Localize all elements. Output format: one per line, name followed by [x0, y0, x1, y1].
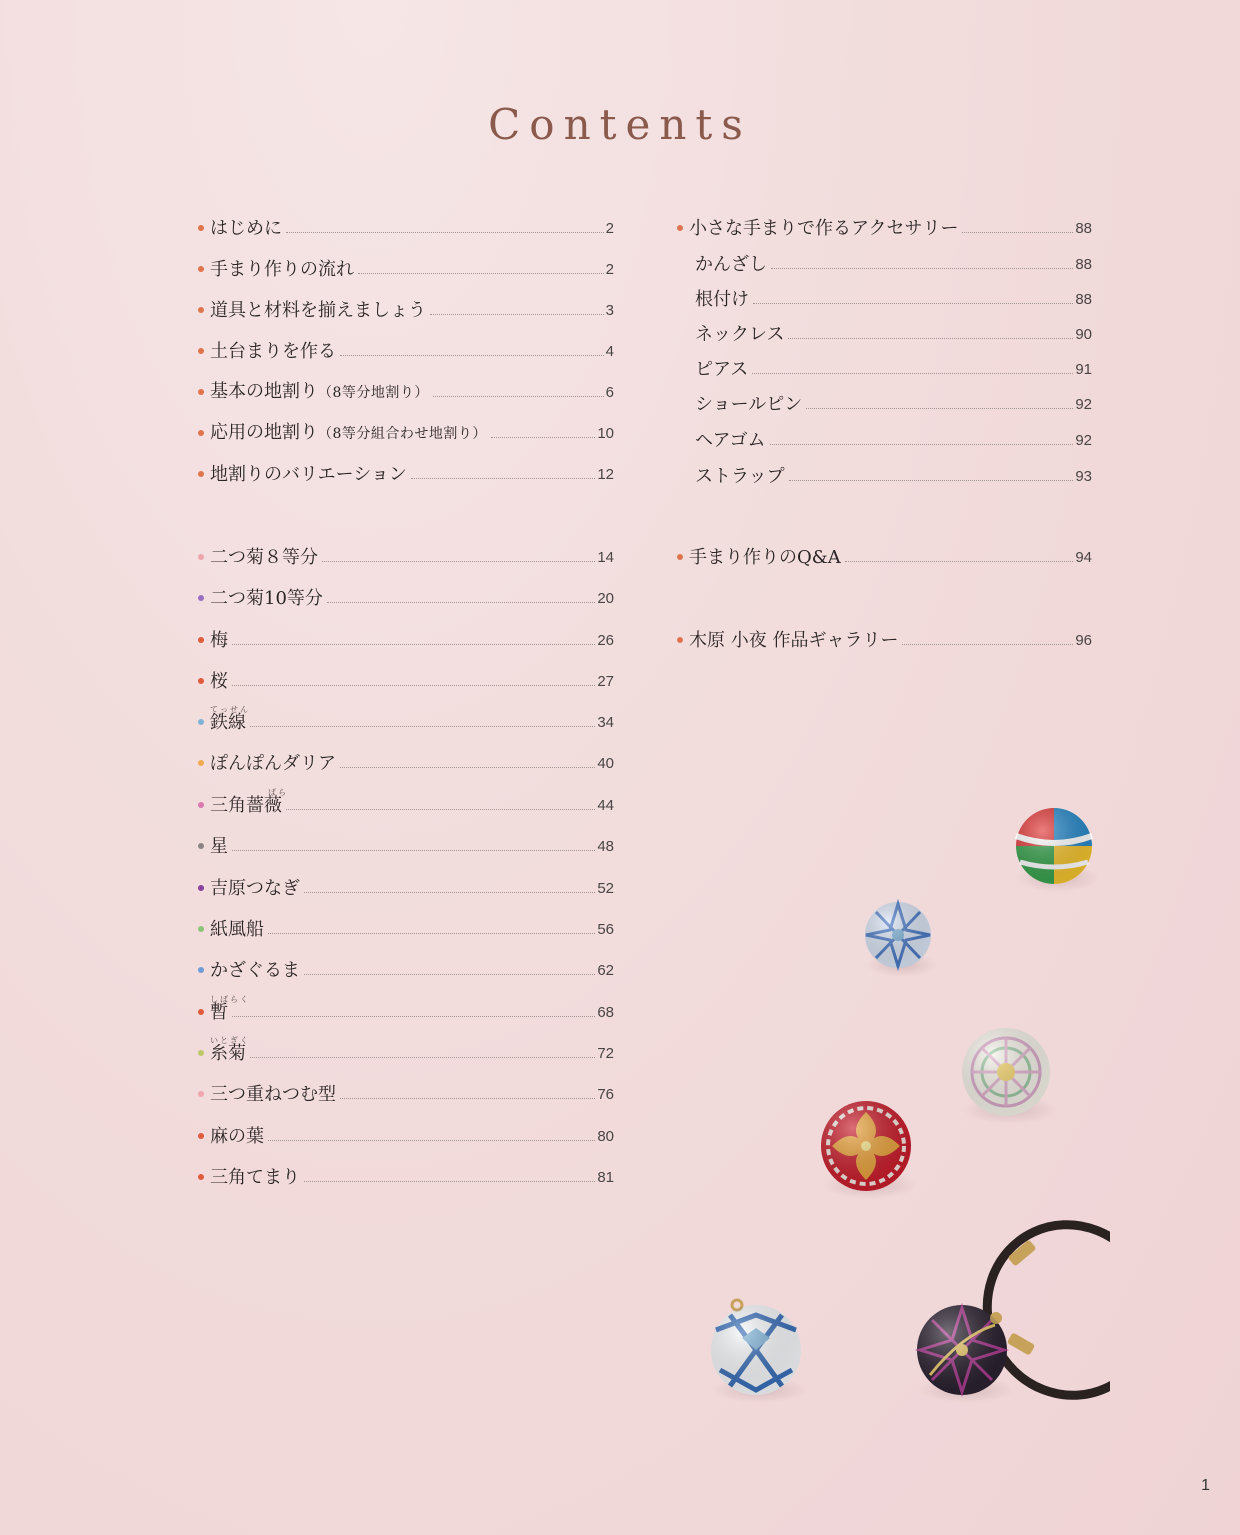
bullet-icon: [198, 760, 204, 766]
entry-label: ヘアゴム: [695, 430, 766, 451]
entry-label: 手まり作りの流れ: [210, 259, 354, 280]
entry-page: 20: [597, 590, 614, 607]
entry-page: 92: [1075, 432, 1092, 449]
entry-label-text: 暫: [210, 1002, 228, 1023]
bullet-icon: [198, 678, 204, 684]
entry-page: 56: [597, 921, 614, 938]
entry-page: 91: [1075, 361, 1092, 378]
entry-page: 2: [605, 261, 614, 278]
entry-label-text: 鉄線: [210, 712, 246, 733]
bullet-icon: [677, 637, 683, 643]
entry-label: ピアス: [695, 359, 749, 380]
bullet-icon: [198, 1133, 204, 1139]
bullet-icon: [198, 885, 204, 891]
bullet-icon: [198, 225, 204, 231]
toc-entry[interactable]: [198, 947, 614, 981]
leader-dots: [304, 974, 595, 975]
bullet-icon: [198, 1050, 204, 1056]
bullet-icon: [677, 225, 683, 231]
toc-entry[interactable]: [198, 823, 614, 857]
leader-dots: [327, 602, 595, 603]
bullet-icon: [198, 348, 204, 354]
toc-entry[interactable]: [198, 575, 614, 609]
entry-page: 48: [597, 838, 614, 855]
leader-dots: [788, 338, 1073, 339]
leader-dots: [340, 767, 595, 768]
leader-dots: [491, 437, 595, 438]
entry-label-main: 応用の地割り: [210, 422, 318, 443]
bullet-icon: [198, 926, 204, 932]
bullet-icon: [198, 719, 204, 725]
toc-entry[interactable]: [198, 451, 614, 485]
entry-page: 27: [597, 673, 614, 690]
leader-dots: [304, 892, 595, 893]
leader-dots: [962, 232, 1073, 233]
ruby-text: しばらく: [210, 995, 250, 1004]
entry-page: 62: [597, 962, 614, 979]
entry-label: 地割りのバリエーション: [210, 464, 407, 485]
entry-page: 2: [605, 220, 614, 237]
leader-dots: [845, 561, 1074, 562]
leader-dots: [304, 1181, 595, 1182]
ruby-text: いとぎく: [210, 1036, 250, 1045]
leader-dots: [340, 1098, 595, 1099]
leader-dots: [322, 561, 595, 562]
entry-page: 88: [1075, 256, 1092, 273]
entry-page: 93: [1075, 468, 1092, 485]
entry-label: 土台まりを作る: [210, 341, 336, 362]
entry-label: 手まり作りのQ&A: [689, 547, 841, 568]
leader-dots: [753, 303, 1073, 304]
entry-page: 92: [1075, 396, 1092, 413]
entry-label: 二つ菊８等分: [210, 547, 318, 568]
entry-label: [210, 705, 250, 733]
entry-label: かんざし: [695, 254, 767, 275]
entry-page: 88: [1075, 220, 1092, 237]
ruby-text: てっせん: [210, 705, 250, 714]
toc-entry[interactable]: [198, 782, 614, 816]
toc-entry[interactable]: [198, 740, 614, 774]
leader-dots: [806, 408, 1073, 409]
entry-label: [210, 382, 429, 403]
toc-entry[interactable]: [198, 1154, 614, 1188]
leader-dots: [771, 268, 1073, 269]
toc-entry[interactable]: [198, 1030, 614, 1064]
entry-page: 14: [597, 549, 614, 566]
toc-entry[interactable]: [677, 205, 1092, 239]
toc-entry[interactable]: [198, 328, 614, 362]
toc-entry[interactable]: [198, 989, 614, 1023]
leader-dots: [340, 355, 604, 356]
entry-label: 紙風船: [210, 919, 264, 940]
entry-label-note: （8等分組合わせ地割り）: [318, 426, 487, 442]
ruby-text: ばら: [268, 788, 288, 797]
entry-page: 90: [1075, 326, 1092, 343]
leader-dots: [752, 373, 1073, 374]
toc-entry[interactable]: [198, 287, 614, 321]
entry-label: [210, 1036, 250, 1064]
entry-page: 6: [605, 384, 614, 401]
toc-entry[interactable]: [198, 410, 614, 444]
entry-label: 桜: [210, 671, 228, 692]
entry-page: 81: [597, 1169, 614, 1186]
toc-entry[interactable]: [198, 617, 614, 651]
entry-page: 96: [1075, 632, 1092, 649]
entry-label: [210, 995, 250, 1023]
bullet-icon: [198, 1091, 204, 1097]
entry-label: 小さな手まりで作るアクセサリー: [689, 218, 959, 239]
entry-page: 12: [597, 466, 614, 483]
entry-page: 68: [597, 1004, 614, 1021]
entry-page: 76: [597, 1086, 614, 1103]
entry-label: ネックレス: [695, 324, 785, 345]
entry-page: 10: [597, 425, 614, 442]
temari-ball-blue-star: [865, 902, 938, 977]
entry-label: 麻の葉: [210, 1126, 264, 1147]
entry-label-text: 三角薔薇: [210, 795, 282, 816]
bullet-icon: [198, 1174, 204, 1180]
entry-label: 三角てまり: [210, 1167, 300, 1188]
temari-ball-purple: [917, 1305, 1014, 1403]
bullet-icon: [198, 430, 204, 436]
page-number: 1: [1201, 1477, 1210, 1494]
leader-dots: [902, 644, 1073, 645]
entry-label: かざぐるま: [210, 960, 300, 981]
toc-entry[interactable]: [677, 617, 1092, 651]
toc-entry[interactable]: [198, 205, 614, 239]
entry-label: 星: [210, 836, 228, 857]
toc-subentry[interactable]: [677, 241, 1092, 275]
entry-label: 道具と材料を揃えましょう: [210, 300, 426, 321]
bullet-icon: [198, 843, 204, 849]
leader-dots: [232, 850, 595, 851]
entry-label: 吉原つなぎ: [210, 878, 300, 899]
leader-dots: [411, 478, 595, 479]
leader-dots: [232, 685, 595, 686]
bullet-icon: [198, 595, 204, 601]
temari-ball-red: [821, 1101, 918, 1199]
bullet-icon: [198, 389, 204, 395]
leader-dots: [770, 444, 1074, 445]
bullet-icon: [198, 307, 204, 313]
entry-label: はじめに: [210, 218, 282, 239]
toc-subentry[interactable]: [677, 453, 1092, 487]
bullet-icon: [198, 637, 204, 643]
entry-label: [210, 423, 487, 444]
bullet-icon: [677, 554, 683, 560]
toc-entry[interactable]: [198, 658, 614, 692]
entry-label: 二つ菊10等分: [210, 588, 323, 609]
entry-page: 52: [597, 880, 614, 897]
entry-label: 梅: [210, 630, 228, 651]
bullet-icon: [198, 471, 204, 477]
toc-entry[interactable]: [198, 699, 614, 733]
leader-dots: [430, 314, 604, 315]
entry-label-note: （8等分地割り）: [318, 385, 429, 401]
toc-entry[interactable]: [198, 369, 614, 403]
bullet-icon: [198, 802, 204, 808]
entry-page: 40: [597, 755, 614, 772]
toc-entry[interactable]: [198, 246, 614, 280]
toc-subentry[interactable]: [677, 381, 1092, 415]
leader-dots: [232, 1016, 595, 1017]
toc-subentry[interactable]: [677, 276, 1092, 310]
toc-entry[interactable]: [677, 534, 1092, 568]
toc-entry[interactable]: [198, 906, 614, 940]
leader-dots: [250, 726, 595, 727]
temari-ball-blue-geo: [711, 1300, 808, 1403]
entry-label-main: 基本の地割り: [210, 381, 318, 402]
toc-entry[interactable]: [198, 1113, 614, 1147]
bullet-icon: [198, 554, 204, 560]
toc-entry[interactable]: [198, 1071, 614, 1105]
toc-entry[interactable]: [198, 865, 614, 899]
entry-page: 80: [597, 1128, 614, 1145]
leader-dots: [286, 809, 595, 810]
entry-label: 三つ重ねつむ型: [210, 1084, 336, 1105]
temari-ball-pastel: [962, 1028, 1058, 1124]
leader-dots: [250, 1057, 595, 1058]
leader-dots: [268, 933, 595, 934]
leader-dots: [232, 644, 595, 645]
entry-label: ストラップ: [695, 466, 785, 487]
temari-ball-rainbow: [1016, 808, 1100, 892]
entry-label: 根付け: [695, 289, 749, 310]
leader-dots: [433, 396, 604, 397]
toc-entry[interactable]: [198, 534, 614, 568]
entry-label-text: 糸菊: [210, 1043, 246, 1064]
toc-subentry[interactable]: [677, 311, 1092, 345]
entry-label: [210, 788, 288, 816]
entry-label: 木原 小夜 作品ギャラリー: [689, 630, 899, 651]
entry-page: 3: [605, 302, 614, 319]
leader-dots: [358, 273, 604, 274]
entry-page: 94: [1075, 549, 1092, 566]
page-title: Contents: [488, 100, 752, 149]
leader-dots: [789, 480, 1074, 481]
bullet-icon: [198, 967, 204, 973]
entry-label: ぽんぽんダリア: [210, 753, 336, 774]
entry-label: ショールピン: [695, 394, 803, 415]
entry-page: 34: [597, 714, 614, 731]
toc-subentry[interactable]: [677, 417, 1092, 451]
entry-page: 88: [1075, 291, 1092, 308]
entry-page: 44: [597, 797, 614, 814]
leader-dots: [268, 1140, 595, 1141]
bullet-icon: [198, 266, 204, 272]
bullet-icon: [198, 1009, 204, 1015]
temari-photo: [690, 790, 1110, 1410]
entry-page: 72: [597, 1045, 614, 1062]
entry-page: 4: [605, 343, 614, 360]
leader-dots: [286, 232, 604, 233]
entry-page: 26: [597, 632, 614, 649]
toc-subentry[interactable]: [677, 346, 1092, 380]
